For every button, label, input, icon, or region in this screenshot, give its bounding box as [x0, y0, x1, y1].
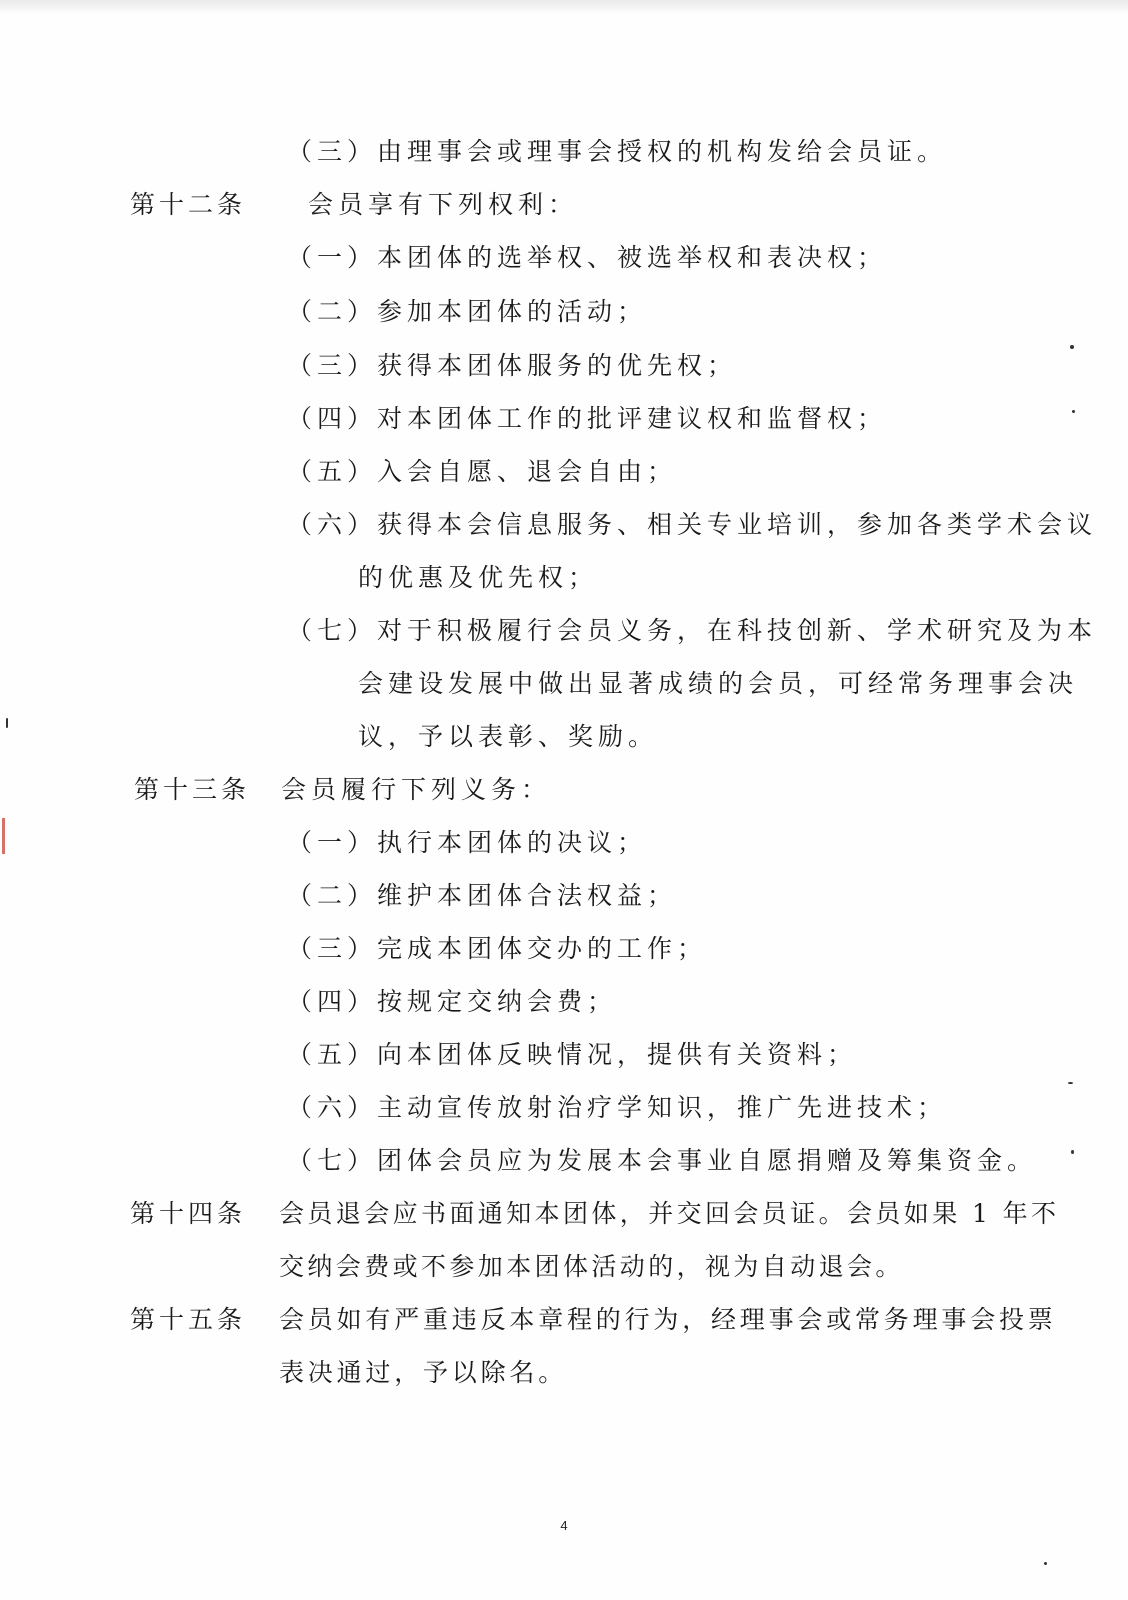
article-12-item-3: （三）获得本团体服务的优先权；	[287, 351, 738, 380]
scan-edge-shadow	[0, 0, 1128, 14]
article-13-item-1: （一）执行本团体的决议；	[287, 828, 648, 857]
page-number: 4	[560, 1518, 568, 1533]
binding-mark	[2, 818, 5, 854]
scan-speck	[1072, 410, 1075, 413]
article-11-item-3: （三）由理事会或理事会授权的机构发给会员证。	[287, 137, 948, 166]
scan-speck	[1071, 1150, 1074, 1154]
scan-speck	[1070, 345, 1074, 349]
article-13-item-6: （六）主动宣传放射治疗学知识，推广先进技术；	[287, 1093, 948, 1122]
article-14-line-2: 交纳会费或不参加本团体活动的，视为自动退会。	[279, 1252, 904, 1281]
article-13-item-4: （四）按规定交纳会费；	[287, 987, 618, 1016]
article-12-item-4: （四）对本团体工作的批评建议权和监督权；	[287, 404, 888, 433]
article-13-item-2: （二）维护本团体合法权益；	[287, 881, 678, 910]
article-12-item-6-line-2: 的优惠及优先权；	[358, 563, 599, 592]
scan-speck	[6, 718, 8, 728]
article-13-item-7: （七）团体会员应为发展本会事业自愿捐赠及筹集资金。	[287, 1146, 1038, 1175]
article-12-item-6-line-1: （六）获得本会信息服务、相关专业培训，参加各类学术会议	[287, 510, 1098, 539]
article-12-number: 第十二条	[130, 190, 247, 219]
article-12-item-7-line-1: （七）对于积极履行会员义务，在科技创新、学术研究及为本	[287, 616, 1098, 645]
article-13-item-5: （五）向本团体反映情况，提供有关资料；	[287, 1040, 858, 1069]
scan-speck	[1044, 1562, 1047, 1565]
article-14-number: 第十四条	[130, 1199, 247, 1228]
article-13-lead: 会员履行下列义务：	[281, 775, 552, 804]
article-15-number: 第十五条	[130, 1305, 247, 1334]
article-12-item-5: （五）入会自愿、退会自由；	[287, 457, 678, 486]
article-15-line-1: 会员如有严重违反本章程的行为，经理事会或常务理事会投票	[279, 1305, 1057, 1334]
article-14-line-1: 会员退会应书面通知本团体，并交回会员证。会员如果 1 年不	[279, 1199, 1060, 1228]
article-12-item-1: （一）本团体的选举权、被选举权和表决权；	[287, 243, 888, 272]
article-15-line-2: 表决通过，予以除名。	[279, 1358, 568, 1387]
article-13-number: 第十三条	[134, 775, 251, 804]
article-13-item-3: （三）完成本团体交办的工作；	[287, 934, 708, 963]
article-12-item-7-line-3: 议，予以表彰、奖励。	[358, 722, 659, 751]
article-12-item-7-line-2: 会建设发展中做出显著成绩的会员，可经常务理事会决	[358, 669, 1079, 698]
article-12-item-2: （二）参加本团体的活动；	[287, 297, 648, 326]
article-12-lead: 会员享有下列权利：	[308, 190, 579, 219]
scan-speck	[1068, 1082, 1073, 1084]
